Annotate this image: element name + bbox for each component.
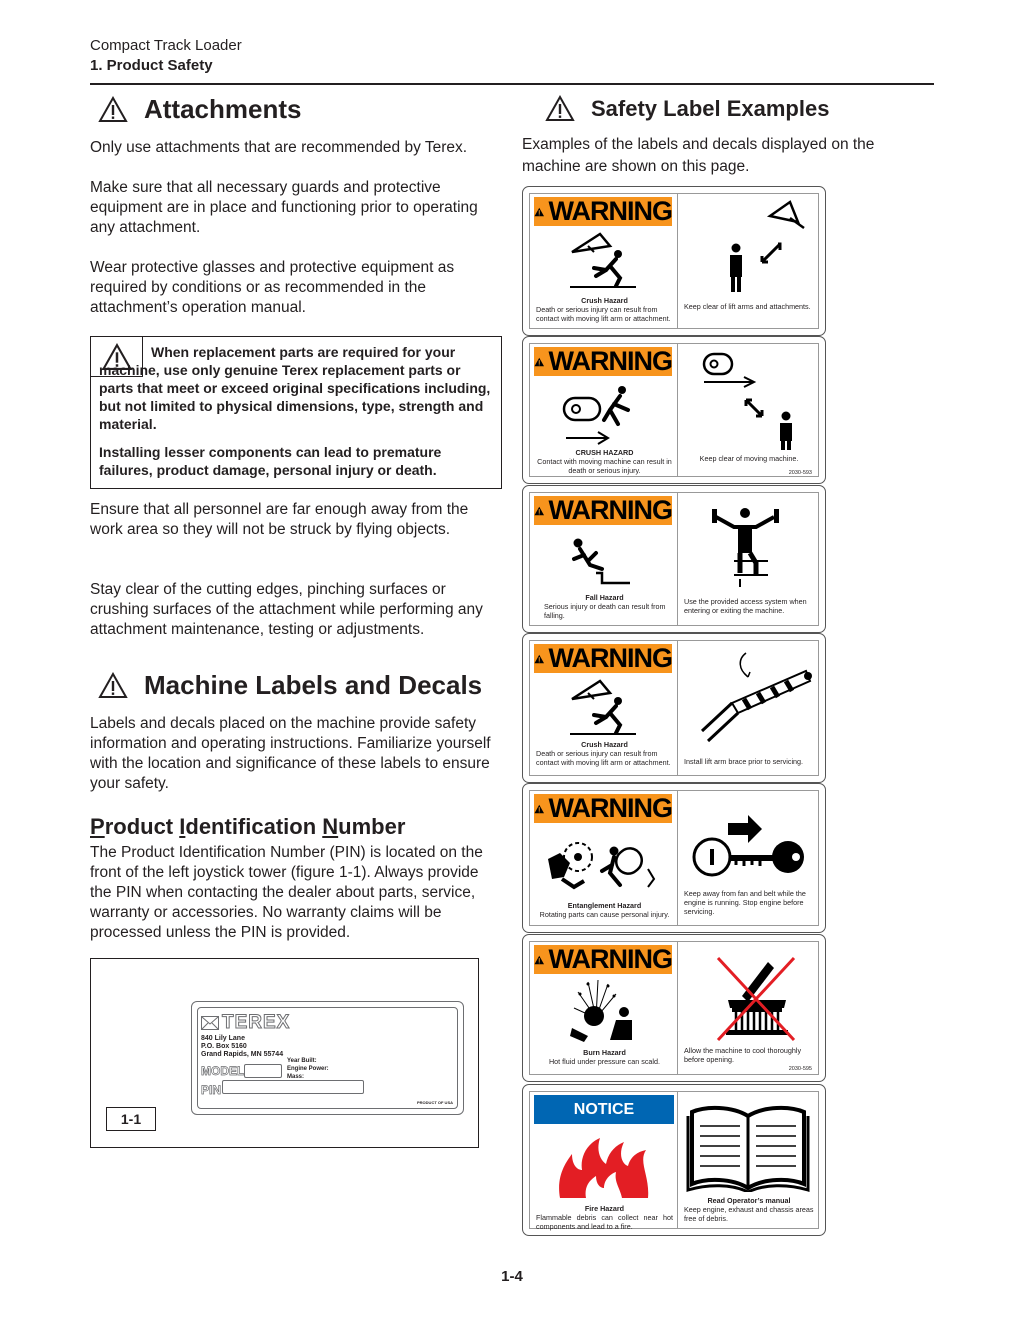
burn-hazard-pictogram-icon [568,978,638,1042]
label-2-right: Keep clear of moving machine. [699,454,799,463]
label-2-code: 2030-593 [788,470,812,476]
label-1-title: Crush Hazard [581,296,628,305]
pin-plate-inner [197,1007,458,1109]
plate-origin: PRODUCT OF USA [417,1100,453,1105]
safety-label-2 [522,336,826,484]
label-6-title: Burn Hazard [583,1048,626,1057]
plate-addr-2: P.O. Box 5160 [201,1043,247,1050]
attachments-heading: Attachments [144,94,302,124]
running-header-section: 1. Product Safety [90,57,213,74]
caution-triangle-icon [545,95,575,122]
label-3-title: Fall Hazard [585,593,624,602]
attachments-heading-row [98,94,301,125]
safety-label-6 [522,934,826,1082]
keep-clear-moving-machine-pictogram-icon [702,350,812,450]
warning-word: WARNING [548,495,672,525]
label-7-text: Flammable debris can collect near hot components and lead to a fire. [536,1213,673,1231]
fire-hazard-pictogram-icon [556,1136,652,1200]
safety-label-5 [522,783,826,933]
page-number: 1-4 [501,1268,523,1285]
label-7-right-title: Read Operator’s manual [707,1196,791,1205]
attachments-para-2: Make sure that all necessary guards and protective equipment are in place and functioning prior to operating any attachment. [90,179,478,236]
pin-heading-letter-i: I [179,814,186,839]
pin-para: The Product Identification Number (PIN) is located on the front of the left joystick tower (figure 1-1). Always provide the PIN when contacting the dealer about parts, service, warranty or accessories. No warranty claims will be processed unless the PIN is provided. [90,844,483,941]
warning-banner [534,945,672,974]
caution-text-2: Installing lesser components can lead to premature failures, product damage, personal injury or death. [99,444,442,478]
safety-examples-heading-row [545,95,829,122]
warning-word: WARNING [548,643,672,673]
warning-word: WARNING [548,346,672,376]
caution-box [90,336,502,489]
figure-label: 1-1 [106,1107,156,1131]
label-2-text: Contact with moving machine can result in death or serious injury. [537,457,672,475]
plate-year: Year Built: [287,1058,317,1064]
label-1-text: Death or serious injury can result from contact with moving lift arm or attachment. [536,305,671,323]
attachments-para-5: Stay clear of the cutting edges, pinching surfaces or crushing surfaces of the attachment while performing any attachment maintenance, testing or adjustments. [90,581,483,638]
plate-model-field [244,1064,282,1078]
warning-triangle-icon [534,649,545,669]
caution-triangle-icon [98,96,128,123]
label-5-right: Keep away from fan and belt while the engine is running. Stop engine before servicing. [684,889,806,916]
pin-heading-letter-p: P [90,814,105,839]
safety-label-1 [522,186,826,336]
terex-logo-icon [201,1016,219,1030]
label-6-text: Hot fluid under pressure can scald. [548,1057,661,1066]
pin-plate [191,1001,464,1115]
plate-brand: TEREX [222,1012,291,1033]
entanglement-hazard-pictogram-icon [544,829,666,895]
running-header-title: Compact Track Loader [90,37,242,54]
label-2-title: CRUSH HAZARD [575,448,634,457]
warning-banner [534,197,672,226]
plate-addr-1: 840 Lily Lane [201,1035,245,1042]
warning-word: WARNING [548,944,672,974]
pin-heading-part-1: roduct [104,814,180,839]
plate-pin-field [222,1080,364,1094]
attachments-para-4: Ensure that all personnel are far enough away from the work area so they will not be struck by flying objects. [90,501,469,538]
caution-text-1 [99,343,493,433]
machine-labels-para: Labels and decals placed on the machine provide safety information and operating instructions. Familiarize yourself with the location and significance of these labels to ensure your safety. [90,715,491,792]
notice-banner: NOTICE [534,1095,674,1124]
label-4-title: Crush Hazard [581,740,628,749]
warning-banner [534,496,672,525]
label-3-text: Serious injury or death can result from falling. [544,602,666,620]
warning-triangle-icon [534,501,545,521]
safety-label-4 [522,633,826,783]
caution-text-1-span: When replacement parts are required for your machine, use only genuine Terex replacement parts or parts that meet or exceed original specifications including, but not limited to physical dimensions, type, strength and material. [99,344,491,432]
safety-label-7 [522,1084,826,1236]
label-4-right: Install lift arm brace prior to servicing. [684,757,804,766]
attachments-para-3: Wear protective glasses and protective equipment as required by conditions or as recommended in the attachment’s operation manual. [90,259,455,316]
warning-banner [534,794,672,823]
label-5-text: Rotating parts can cause personal injury. [539,910,670,919]
warning-triangle-icon [534,799,545,819]
caution-triangle-icon [98,672,128,699]
fall-hazard-pictogram-icon [570,537,630,585]
safety-examples-heading: Safety Label Examples [591,95,830,121]
header-rule [90,83,934,85]
machine-labels-heading-row [98,670,482,701]
stop-engine-key-pictogram-icon [688,809,808,879]
machine-labels-heading: Machine Labels and Decals [144,670,483,700]
warning-word: WARNING [548,793,672,823]
warning-word: WARNING [548,196,672,226]
safety-examples-intro: Examples of the labels and decals displayed on the machine are shown on this page. [522,136,875,175]
attachments-para-1: Only use attachments that are recommended by Terex. [90,139,468,156]
warning-banner [534,347,672,376]
label-6-code: 2030-595 [788,1066,812,1072]
keep-clear-lift-arm-pictogram-icon [728,200,806,292]
label-3-right: Use the provided access system when entering or exiting the machine. [684,597,807,615]
label-7-right: Keep engine, exhaust and chassis areas free of debris. [684,1205,814,1223]
safety-label-3 [522,485,826,633]
read-manual-book-icon [686,1102,810,1192]
label-4-text: Death or serious injury can result from contact with moving lift arm or attachment. [536,749,671,767]
pin-heading-letter-n: N [322,814,339,839]
warning-triangle-icon [534,202,545,222]
crush-hazard-machine-pictogram-icon [562,384,646,446]
label-7-title: Fire Hazard [584,1204,625,1213]
crush-hazard-pictogram-icon [570,679,636,735]
plate-pin-label: PIN [201,1083,222,1097]
figure-1-1 [90,958,479,1148]
plate-mass: Mass: [287,1074,305,1080]
pin-heading-part-3: umber [338,814,406,839]
label-5-title: Entanglement Hazard [567,901,642,910]
lift-arm-brace-pictogram-icon [698,651,818,751]
label-1-right: Keep clear of lift arms and attachments. [684,302,811,311]
warning-triangle-icon [534,950,545,970]
pin-heading [90,814,405,840]
plate-power: Engine Power: [287,1066,329,1072]
pin-heading-part-2: dentification [185,814,323,839]
plate-model-label: MODEL [201,1064,245,1078]
plate-addr-3: Grand Rapids, MN 55744 [201,1051,284,1058]
crush-hazard-pictogram-icon [570,232,636,288]
three-point-contact-pictogram-icon [712,503,784,587]
do-not-open-hot-pictogram-icon [712,956,798,1042]
warning-triangle-icon [534,352,545,372]
label-6-right: Allow the machine to cool thoroughly before opening. [684,1046,802,1064]
warning-banner [534,644,672,673]
